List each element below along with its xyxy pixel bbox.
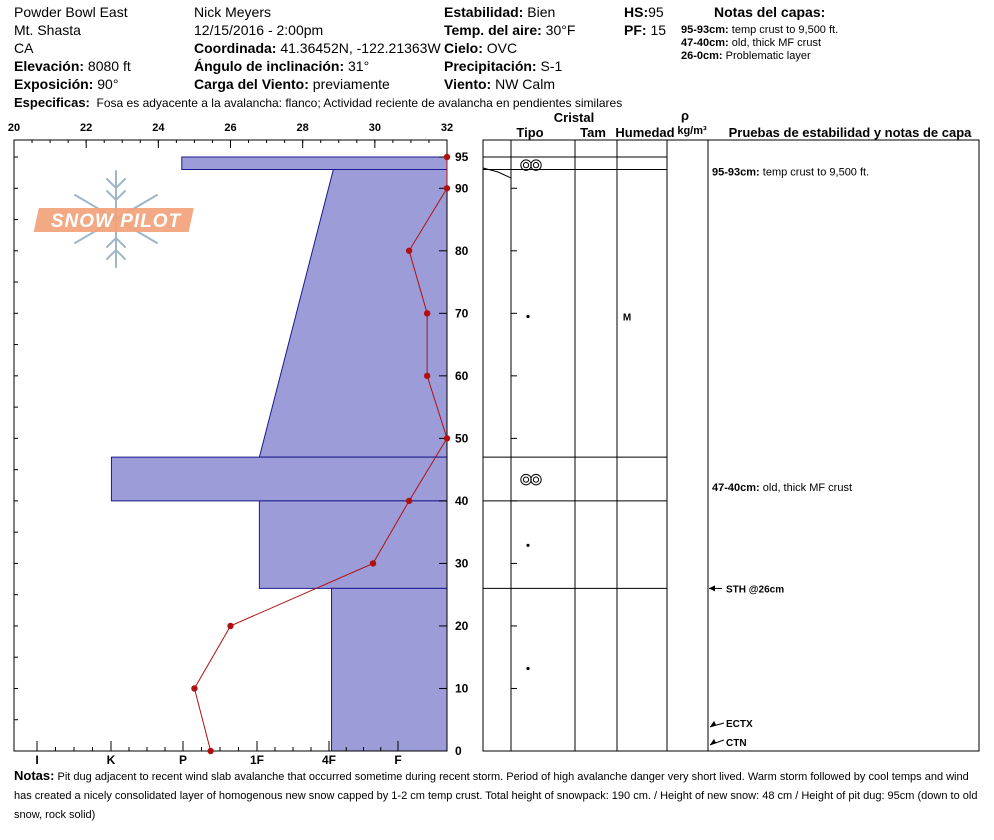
- hardness-tick-label: P: [178, 753, 188, 767]
- elevation-label: Elevación:: [14, 58, 85, 74]
- temp-tick-label: 24: [152, 122, 165, 134]
- stability-arrowhead: [709, 585, 715, 591]
- header-tipo: Tipo: [516, 125, 544, 140]
- aspect-value: 90°: [97, 76, 119, 92]
- header-humedad: Humedad: [615, 125, 675, 140]
- stability-label: Estabilidad:: [444, 4, 524, 20]
- temp-tick-label: 28: [296, 122, 309, 134]
- observer-name: Nick Meyers: [194, 4, 272, 20]
- layer-note: 47-40cm: old, thick MF crust: [712, 482, 853, 495]
- stability-tests: [709, 584, 784, 749]
- wind-value: NW Calm: [495, 76, 555, 92]
- crystal-dot-icon: [526, 667, 529, 670]
- depth-tick-label: 50: [455, 431, 469, 446]
- precip-value: S-1: [540, 58, 563, 74]
- incline-value: 31°: [348, 58, 370, 74]
- temperature-point: [370, 560, 376, 566]
- sky-value: OVC: [486, 40, 518, 56]
- coordinate-label: Coordinada:: [194, 40, 277, 56]
- header-tam: Tam: [580, 125, 606, 140]
- hardness-tick-label: 4F: [321, 753, 337, 767]
- precip-label: Precipitación:: [444, 58, 537, 74]
- temperature-point: [207, 748, 213, 754]
- temp-tick-label: 20: [7, 122, 21, 134]
- wind-label: Viento:: [444, 76, 492, 92]
- temp-tick-label: 22: [80, 122, 93, 134]
- temperature-point: [406, 498, 412, 504]
- hardness-tick-label: 1F: [249, 753, 265, 767]
- hardness-layer-3: [111, 457, 447, 501]
- notes-text: Pit dug adjacent to recent wind slab avalanche that occurred sometime during recent storm. Period of high avalanche danger very short lived. Warm storm followed by cool temps and wind has created a nicely consolidated layer of homogenous new snow capped by 1-2 cm temp crust. Total height of snowpack: 190 cm. / Height of new snow: 48 cm / Height of pit dug: 95cm (down to old snow, rock solid): [14, 771, 978, 821]
- sky-label: Cielo:: [444, 40, 483, 56]
- air-temp-value: 30°F: [545, 22, 576, 38]
- hardness-layer-4: [259, 501, 447, 589]
- depth-tick-label: 80: [455, 243, 469, 258]
- moisture-label: M: [622, 312, 632, 324]
- location-name: Powder Bowl East: [14, 4, 128, 20]
- pf-value: 15: [650, 22, 667, 38]
- temperature-point: [424, 310, 430, 316]
- header-density-unit: kg/m³: [677, 125, 707, 137]
- melt-freeze-crust-icon: [521, 160, 541, 170]
- layer-note: 95-93cm: temp crust to 9,500 ft.: [712, 166, 870, 179]
- notes-label: Notas:: [14, 768, 55, 783]
- temperature-point: [406, 248, 412, 254]
- hardness-layer-5: [332, 588, 447, 751]
- state-name: CA: [14, 40, 34, 56]
- table-border: [483, 140, 979, 751]
- stability-test-label: ECTX: [726, 719, 753, 730]
- temperature-point: [191, 685, 197, 691]
- depth-tick-label: 40: [455, 493, 469, 508]
- specifics-value: Fosa es adyacente a la avalancha: flanco; Actividad reciente de avalancha en pendientes similares: [96, 96, 623, 110]
- temp-tick-label: 26: [224, 122, 237, 134]
- layer-notes-title: Notas del capas:: [714, 4, 826, 20]
- logo-text: SNOW PILOT: [50, 211, 182, 232]
- range-name: Mt. Shasta: [14, 22, 81, 38]
- layer-note-header-1: 95-93cm: temp crust to 9,500 ft.: [681, 24, 839, 36]
- incline-label: Ángulo de inclinación:: [194, 58, 345, 74]
- depth-tick-label: 60: [455, 368, 469, 383]
- melt-freeze-crust-icon: [521, 474, 541, 484]
- stability-test-label: CTN: [726, 738, 747, 749]
- hardness-tick-label: I: [35, 753, 39, 767]
- observation-datetime: 12/15/2016 - 2:00pm: [194, 22, 324, 38]
- aspect-label: Exposición:: [14, 76, 94, 92]
- header-cristal: Cristal: [553, 110, 595, 125]
- temp-tick-label: 32: [440, 122, 454, 134]
- crystal-dot-icon: [526, 544, 529, 547]
- hardness-tick-label: F: [394, 753, 402, 767]
- hardness-layers: [111, 157, 447, 751]
- header-tests: Pruebas de estabilidad y notas de capa: [728, 125, 972, 140]
- temperature-point: [227, 623, 233, 629]
- depth-tick-label: 30: [455, 556, 469, 571]
- depth-tick-label: 95: [455, 150, 469, 164]
- elevation-value: 8080 ft: [87, 58, 131, 74]
- temperature-point: [444, 185, 450, 191]
- temperature-point: [444, 435, 450, 441]
- hs-label: HS:: [624, 4, 649, 20]
- header-rho: ρ: [680, 108, 690, 123]
- air-temp-label: Temp. del aire:: [444, 22, 542, 38]
- stability-test-label: STH @26cm: [726, 584, 785, 596]
- layer-note-header-3: 26-0cm: Problematic layer: [681, 50, 811, 62]
- depth-tick-label: 10: [455, 681, 469, 696]
- temperature-point: [444, 154, 450, 160]
- stability-value: Bien: [527, 4, 556, 20]
- hardness-layer-1: [182, 157, 447, 170]
- wind-load-value: previamente: [312, 76, 390, 92]
- depth-tick-label: 70: [455, 306, 469, 321]
- specifics-label: Especificas:: [14, 95, 90, 110]
- depth-tick-label: 0: [455, 744, 462, 758]
- notes-block: [14, 766, 989, 825]
- depth-tick-label: 90: [455, 181, 469, 196]
- temp-tick-label: 30: [368, 122, 381, 134]
- crystal-dot-icon: [526, 315, 529, 318]
- hardness-layer-2: [259, 170, 447, 458]
- hs-value: 95: [648, 4, 664, 20]
- temperature-point: [424, 373, 430, 379]
- crystal-table: [483, 140, 869, 751]
- coordinate-value: 41.36452N, -122.21363W: [280, 40, 441, 56]
- wind-load-label: Carga del Viento:: [194, 76, 309, 92]
- depth-tick-label: 20: [455, 618, 469, 633]
- pf-label: PF:: [624, 22, 647, 38]
- hardness-tick-label: K: [106, 753, 116, 767]
- layer-note-header-2: 47-40cm: old, thick MF crust: [681, 37, 822, 49]
